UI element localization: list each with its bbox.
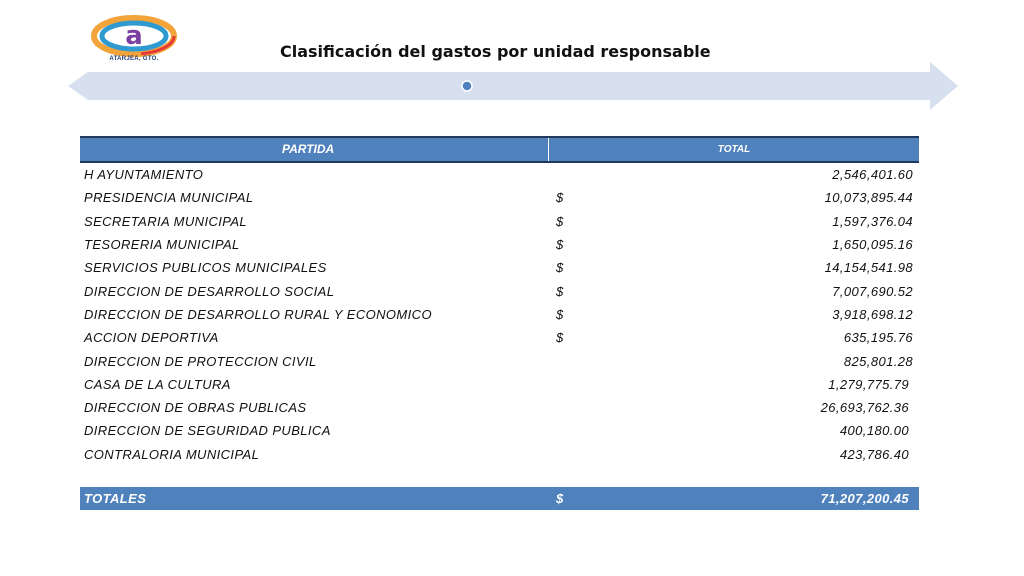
table-row	[80, 396, 919, 419]
totals-amount: 71,207,200.45	[820, 490, 909, 506]
table-row	[80, 233, 919, 256]
row-amount: 3,918,698.12	[832, 306, 913, 322]
row-name: DIRECCION DE SEGURIDAD PUBLICA	[84, 423, 331, 439]
row-currency: $	[556, 237, 564, 253]
logo-mark: a	[125, 21, 143, 51]
row-name: DIRECCION DE DESARROLLO RURAL Y ECONOMICO	[84, 306, 432, 322]
expenses-table	[80, 136, 919, 510]
row-name: TESORERIA MUNICIPAL	[84, 237, 240, 253]
table-row	[80, 163, 919, 186]
table-row	[80, 419, 919, 442]
row-amount: 7,007,690.52	[832, 283, 913, 299]
table-row	[80, 210, 919, 233]
page-title: Clasificación del gastos por unidad responsable	[280, 42, 711, 61]
table-row	[80, 279, 919, 302]
row-currency: $	[556, 213, 564, 229]
row-amount: 1,279,775.79	[828, 376, 909, 392]
table-row	[80, 443, 919, 466]
row-name: DIRECCION DE PROTECCION CIVIL	[84, 353, 317, 369]
row-currency: $	[556, 260, 564, 276]
row-name: DIRECCION DE OBRAS PUBLICAS	[84, 400, 307, 416]
header-total: TOTAL	[717, 144, 751, 155]
row-amount: 14,154,541.98	[824, 260, 913, 276]
row-amount: 1,597,376.04	[832, 213, 913, 229]
row-currency: $	[556, 283, 564, 299]
totals-row	[80, 487, 919, 510]
table-row	[80, 303, 919, 326]
row-name: SECRETARIA MUNICIPAL	[84, 213, 248, 229]
row-currency: $	[556, 306, 564, 322]
table-header	[80, 136, 919, 163]
row-currency: $	[556, 190, 564, 206]
row-amount: 825,801.28	[843, 353, 913, 369]
logo-caption: ATARJEA, GTO.	[109, 56, 159, 62]
row-amount: 400,180.00	[839, 423, 909, 439]
totals-label: TOTALES	[84, 490, 147, 506]
row-amount: 2,546,401.60	[832, 167, 913, 183]
table-row	[80, 373, 919, 396]
row-name: SERVICIOS PUBLICOS MUNICIPALES	[84, 260, 327, 276]
row-name: PRESIDENCIA MUNICIPAL	[84, 190, 254, 206]
row-amount: 423,786.40	[839, 446, 909, 462]
row-name: ACCION DEPORTIVA	[84, 330, 219, 346]
row-name: DIRECCION DE DESARROLLO SOCIAL	[84, 283, 335, 299]
table-row	[80, 326, 919, 349]
row-currency: $	[556, 330, 564, 346]
row-amount: 1,650,095.16	[832, 237, 913, 253]
row-name: CASA DE LA CULTURA	[84, 376, 231, 392]
row-amount: 10,073,895.44	[824, 190, 913, 206]
row-amount: 26,693,762.36	[820, 400, 909, 416]
row-name: H AYUNTAMIENTO	[84, 167, 204, 183]
table-row	[80, 256, 919, 279]
totals-currency: $	[556, 490, 564, 506]
table-row	[80, 186, 919, 209]
row-name: CONTRALORIA MUNICIPAL	[84, 446, 260, 462]
row-amount: 635,195.76	[843, 330, 913, 346]
arrow-timeline-graphic	[68, 62, 958, 110]
header-partida: PARTIDA	[80, 138, 549, 161]
table-row	[80, 349, 919, 372]
